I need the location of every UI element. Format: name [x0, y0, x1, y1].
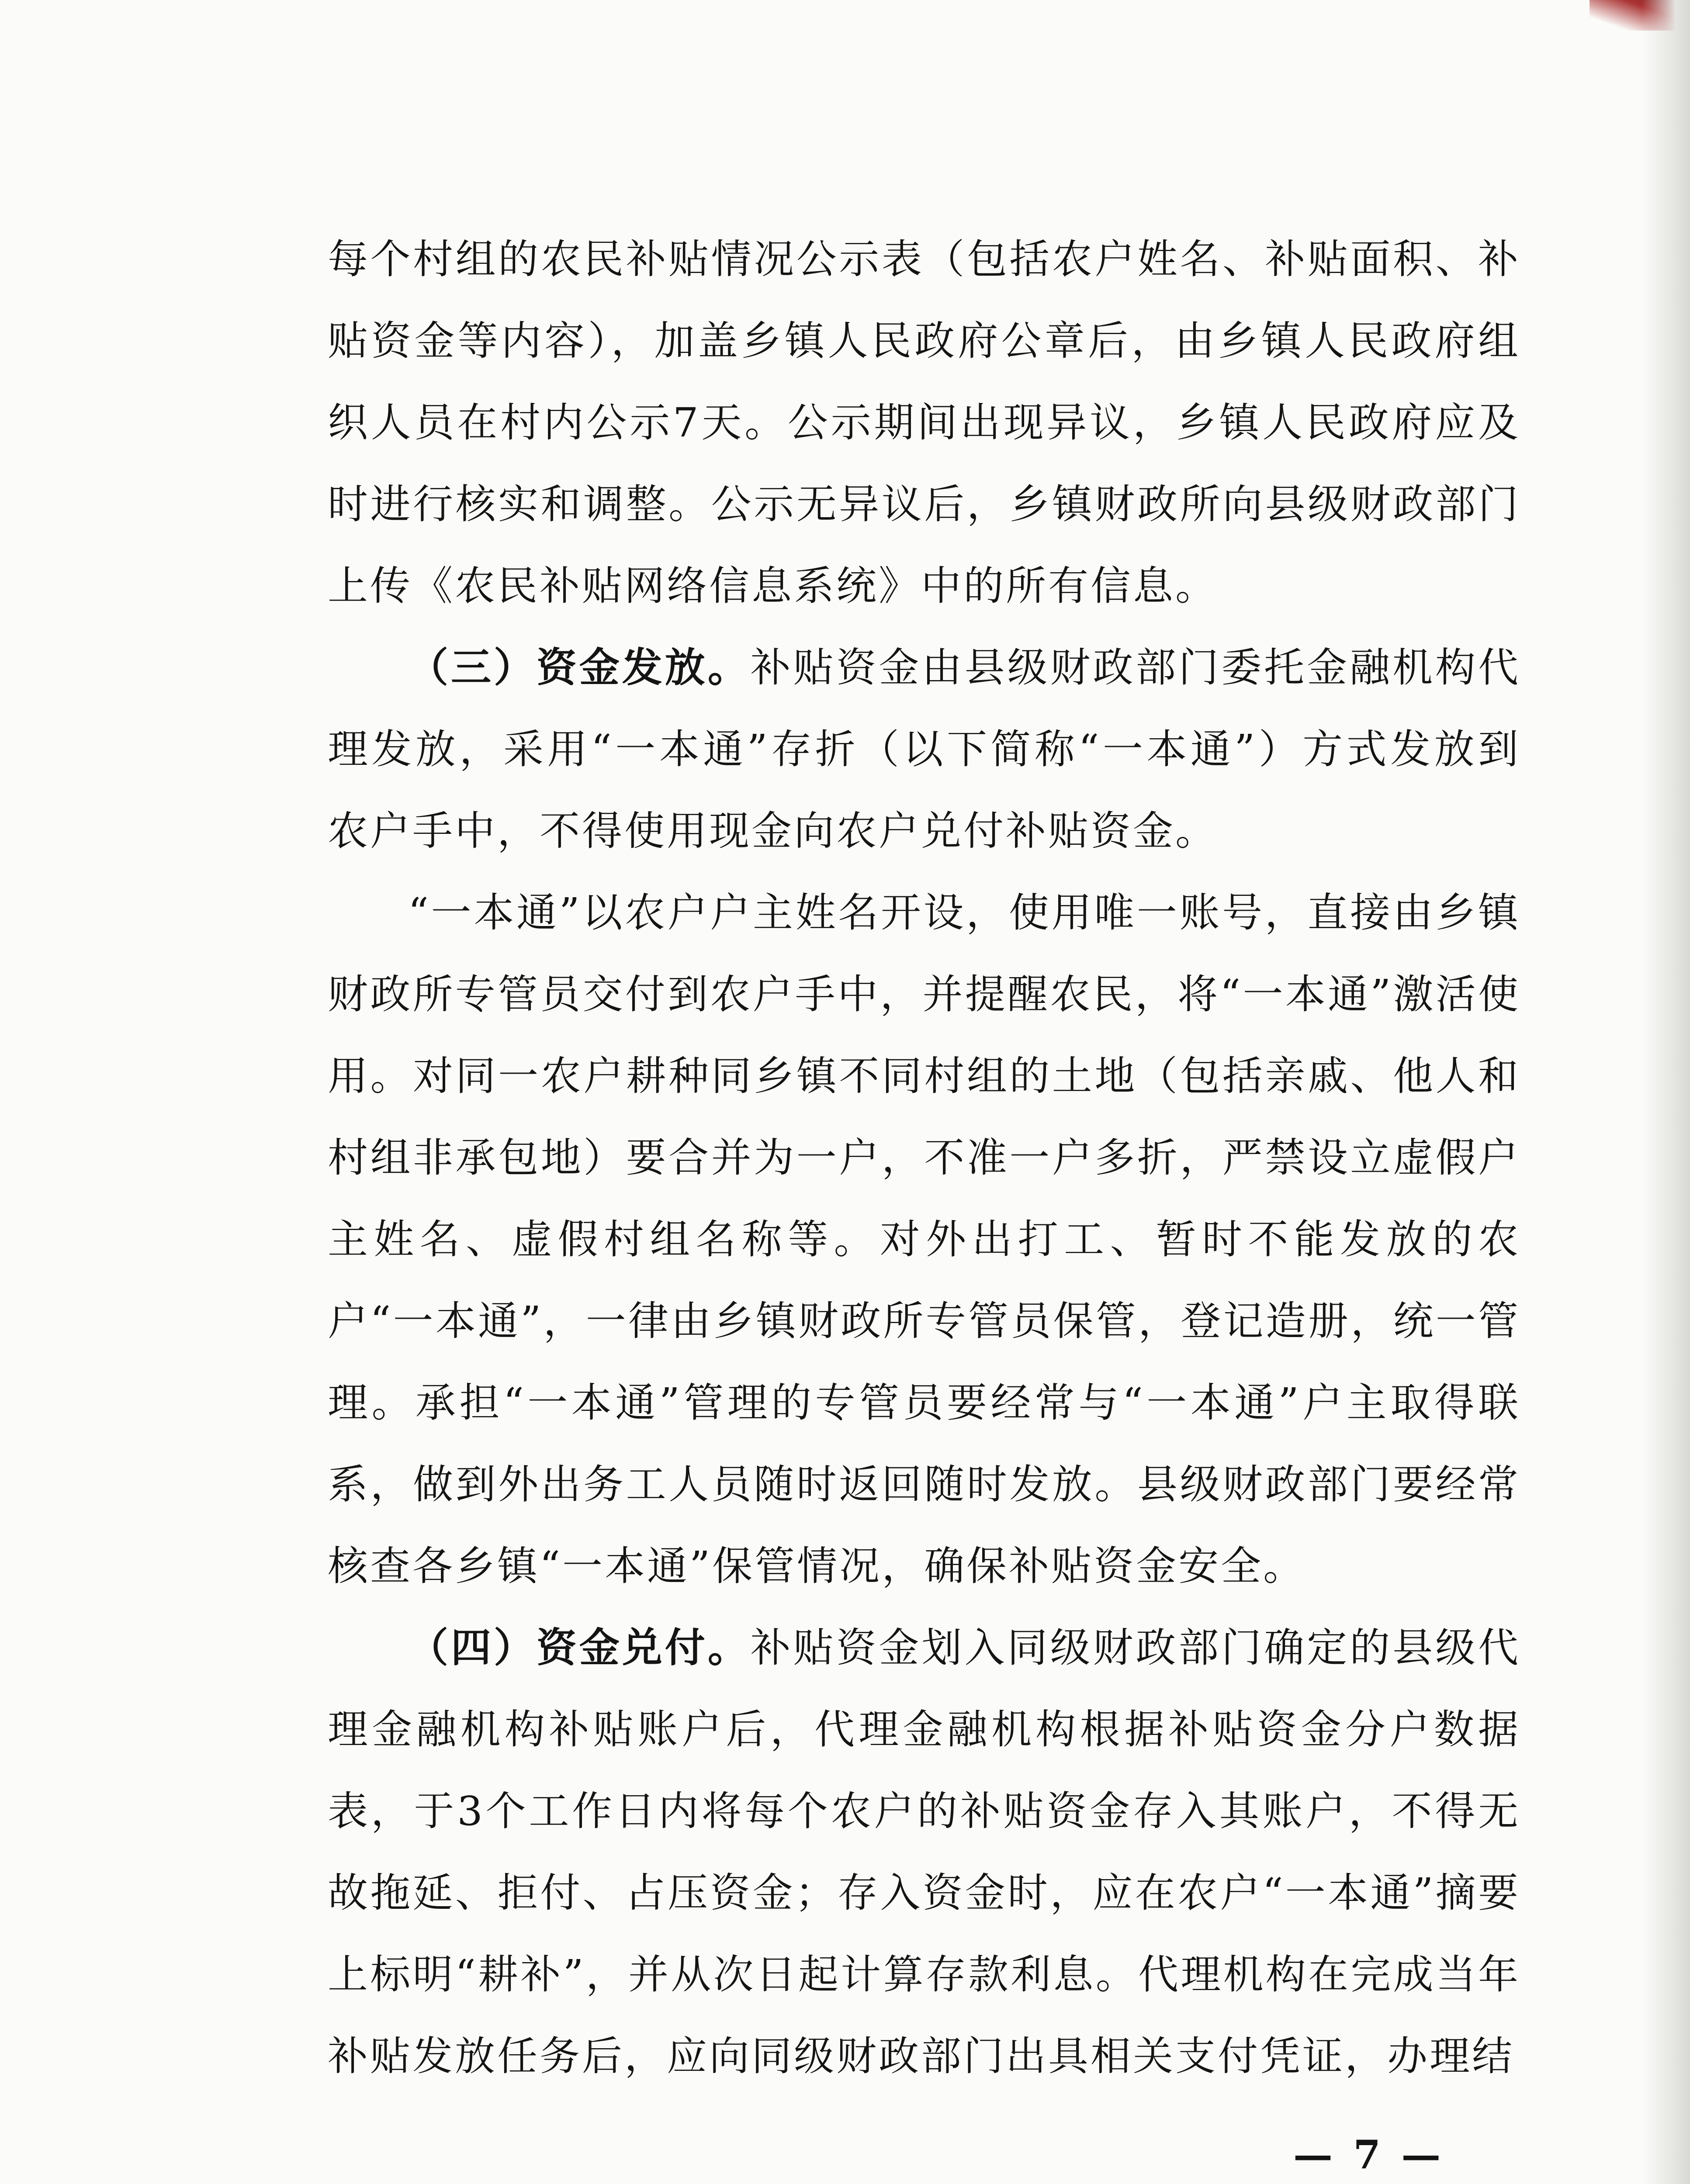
paragraph-1 — [328, 218, 1520, 627]
paragraph-2 — [328, 627, 1520, 872]
paragraph-text: “一本通”以农户户主姓名开设，使用唯一账号，直接由乡镇财政所专管员交付到农户手中，并提醒农民，将“一本通”激活使用。对同一农户耕种同乡镇不同村组的土地（包括亲戚、他人和村组非承包地）要合并为一户，不准一户多折，严禁设立虚假户主姓名、虚假村组名称等。对外出打工、暂时不能发放的农户“一本通”，一律由乡镇财政所专管员保管，登记造册，统一管理。承担“一本通”管理的专管员要经常与“一本通”户主取得联系，做到外出务工人员随时返回随时发放。县级财政部门要经常核查各乡镇“一本通”保管情况，确保补贴资金安全。 — [328, 889, 1520, 1590]
section-heading: （三）资金发放。 — [408, 644, 751, 691]
paragraph-4 — [328, 1607, 1520, 2097]
paragraph-text: 补贴资金由县级财政部门委托金融机构代理发放，采用“一本通”存折（以下简称“一本通”）方式发放到农户手中，不得使用现金向农户兑付补贴资金。 — [328, 644, 1520, 854]
section-heading: （四）资金兑付。 — [408, 1624, 751, 1671]
paragraph-3 — [328, 872, 1520, 1607]
document-body — [328, 218, 1520, 2097]
page-number: — 7 — — [1293, 2132, 1444, 2178]
paragraph-text: 每个村组的农民补贴情况公示表（包括农户姓名、补贴面积、补贴资金等内容），加盖乡镇人民政府公章后，由乡镇人民政府组织人员在村内公示7天。公示期间出现异议，乡镇人民政府应及时进行核实和调整。公示无异议后，乡镇财政所向县级财政部门上传《农民补贴网络信息系统》中的所有信息。 — [328, 236, 1520, 609]
page-edge-shadow — [1642, 0, 1690, 2184]
paragraph-text: 补贴资金划入同级财政部门确定的县级代理金融机构补贴账户后，代理金融机构根据补贴资金分户数据表，于3个工作日内将每个农户的补贴资金存入其账户，不得无故拖延、拒付、占压资金；存入资金时，应在农户“一本通”摘要上标明“耕补”，并从次日起计算存款利息。代理机构在完成当年补贴发放任务后，应向同级财政部门出具相关支付凭证，办理结 — [328, 1624, 1520, 2080]
